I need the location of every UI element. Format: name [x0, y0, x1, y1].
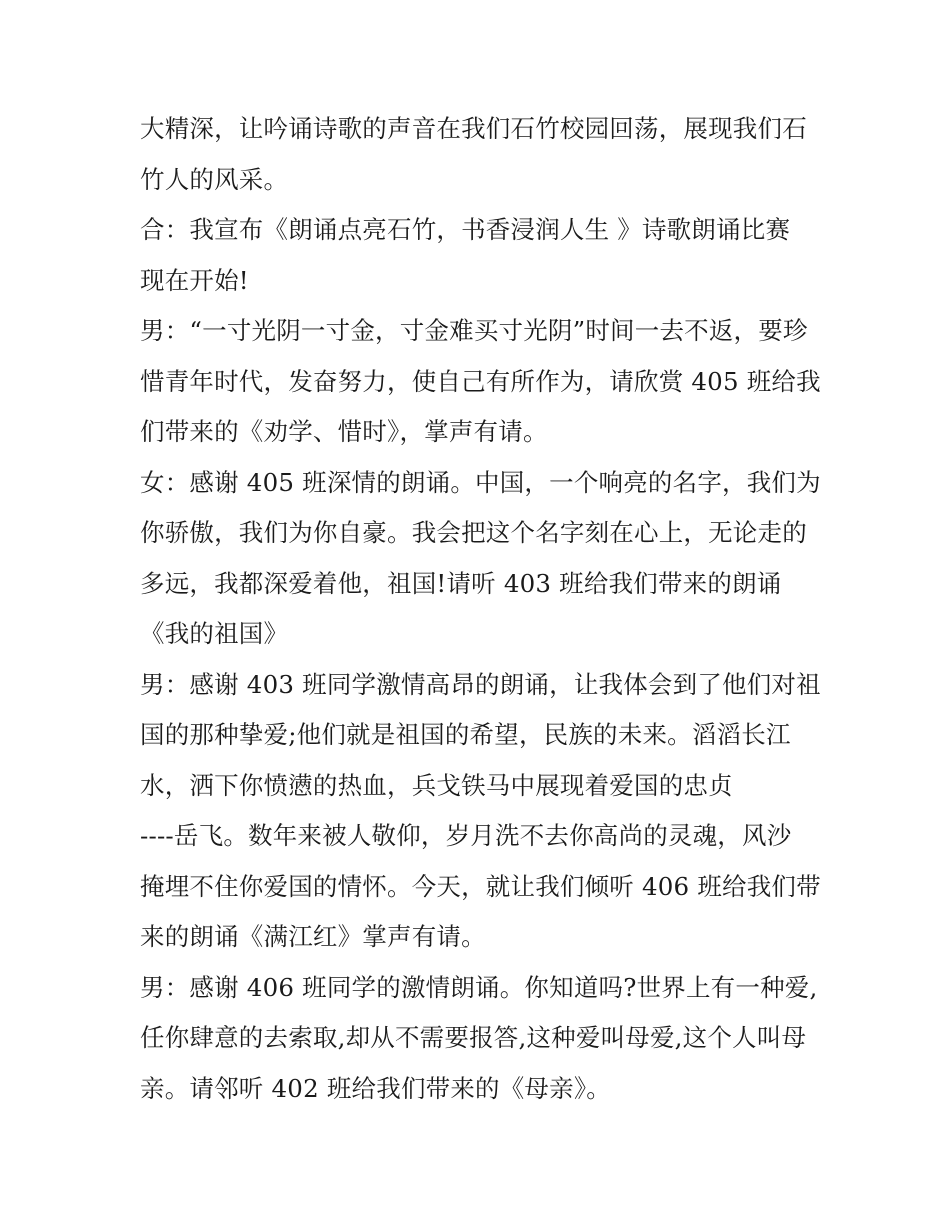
text-line: 合：我宣布《朗诵点亮石竹，书香浸润人生 》诗歌朗诵比赛: [140, 215, 791, 244]
text-line: 多远，我都深爱着他，祖国!请听 403 班给我们带来的朗诵: [140, 568, 782, 598]
text-line: ----岳飞。数年来被人敬仰，岁月洗不去你高尚的灵魂，风沙: [140, 821, 792, 850]
text-line: 大精深，让吟诵诗歌的声音在我们石竹校园回荡，展现我们石: [140, 114, 807, 143]
text-line: 你骄傲，我们为你自豪。我会把这个名字刻在心上，无论走的: [140, 518, 807, 547]
document-body-text: [140, 104, 820, 1114]
text-line: 国的那种挚爱;他们就是祖国的希望，民族的未来。滔滔长江: [140, 720, 791, 749]
text-line: 《我的祖国》: [140, 619, 289, 648]
text-line: 惜青年时代，发奋努力，使自己有所作为，请欣赏 405 班给我: [140, 366, 821, 396]
text-line: 男：感谢 403 班同学激情高昂的朗诵，让我体会到了他们对祖: [140, 669, 821, 699]
text-line: 竹人的风采。: [140, 164, 289, 194]
text-line: 女：感谢 405 班深情的朗诵。中国，一个响亮的名字，我们为: [140, 467, 821, 497]
text-line: 亲。请邻听 402 班给我们带来的《母亲》。: [140, 1073, 611, 1103]
text-line: 现在开始!: [140, 265, 249, 295]
text-line: 来的朗诵《满江红》掌声有请。: [140, 922, 486, 951]
text-line: 男：“一寸光阴一寸金，寸金难买寸光阴”时间一去不返，要珍: [140, 316, 808, 345]
text-line: 们带来的《劝学、惜时》，掌声有请。: [140, 417, 548, 446]
text-line: 掩埋不住你爱国的情怀。今天，就让我们倾听 406 班给我们带: [140, 871, 821, 901]
text-line: 男：感谢 406 班同学的激情朗诵。你知道吗?世界上有一种爱,: [140, 972, 818, 1002]
text-line: 水，洒下你愤懑的热血，兵戈铁马中展现着爱国的忠贞: [140, 770, 733, 800]
text-line: 任你肆意的去索取,却从不需要报答,这种爱叫母爱,这个人叫母: [140, 1023, 807, 1052]
